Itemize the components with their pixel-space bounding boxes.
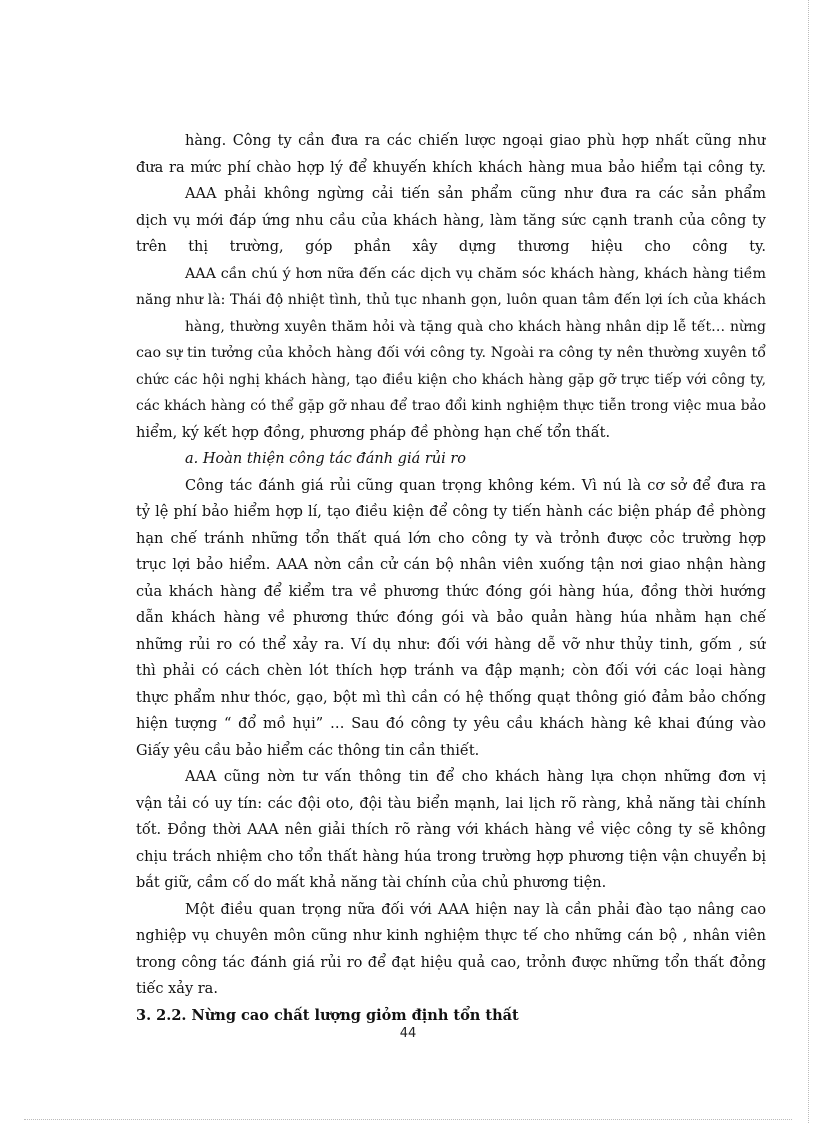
body-text-line: vận tải có uy tín: các đội oto, đội tàu biển mạnh, lai lịch rõ ràng, khả năng tài chính: [136, 795, 766, 812]
body-text-line: bắt giữ, cầm cố do mất khả năng tài chính của chủ phương tiện.: [136, 875, 607, 891]
body-text-line: AAA cũng nờn tư vấn thông tin để cho khách hàng lựa chọn những đơn vị: [185, 769, 766, 785]
body-text-line: trên thị trường, góp phần xây dựng thương hiệu cho công ty.: [136, 239, 766, 255]
body-text-line: hàng. Công ty cần đưa ra các chiến lược ngoại giao phù hợp nhất cũng như: [185, 133, 766, 149]
page-right-border: [808, 0, 809, 1123]
body-text-line: dẫn khách hàng về phương thức đóng gói và bảo quản hàng húa nhằm hạn chế: [136, 610, 766, 626]
body-text-line: dịch vụ mới đáp ứng nhu cầu của khách hàng, làm tăng sức cạnh tranh của công ty: [136, 212, 766, 229]
body-text-line: hiểm, ký kết hợp đồng, phương pháp đề phòng hạn chế tổn thất.: [136, 424, 611, 441]
page-bottom-border: [24, 1119, 792, 1120]
body-text-line: chức các hội nghị khách hàng, tạo điều kiện cho khách hàng gặp gỡ trực tiếp với công ty,: [136, 371, 766, 388]
body-text-line: tỷ lệ phí bảo hiểm hợp lí, tạo điều kiện để công ty tiến hành các biện pháp đề phòng: [136, 504, 766, 520]
body-text-line: năng như là: Thái độ nhiệt tình, thủ tục nhanh gọn, luôn quan tâm đến lợi ích của khách: [136, 292, 766, 308]
body-text-line: của khách hàng để kiểm tra về phương thức đóng gói hàng húa, đồng thời hướng: [136, 583, 766, 600]
body-text-line: chịu trách nhiệm cho tổn thất hàng húa trong trường hợp phương tiện vận chuyển bị: [136, 848, 766, 865]
body-text-line: trong công tác đánh giá rủi ro để đạt hiệu quả cao, trỏnh được những tổn thất đỏng: [136, 954, 766, 971]
section-heading: 3. 2.2. Nừng cao chất lượng giỏm định tổn thất: [136, 1006, 519, 1024]
body-text-line: những rủi ro có thể xảy ra. Ví dụ như: đối với hàng dễ vỡ như thủy tinh, gốm , sứ: [136, 636, 766, 653]
subsection-heading: a. Hoàn thiện công tác đánh giá rủi ro: [185, 451, 467, 467]
body-text-line: AAA phải không ngừng cải tiến sản phẩm cũng như đưa ra các sản phẩm: [185, 186, 766, 202]
body-text-line: Một điều quan trọng nữa đối với AAA hiện nay là cần phải đào tạo nâng cao: [185, 901, 766, 918]
document-body: [136, 128, 766, 1029]
body-text-line: Giấy yêu cầu bảo hiểm các thông tin cần thiết.: [136, 742, 480, 759]
body-text-line: thực phẩm như thóc, gạo, bột mì thì cần có hệ thống quạt thông gió đảm bảo chống: [136, 689, 766, 706]
body-text-line: hàng, thường xuyên thăm hỏi và tặng quà cho khách hàng nhân dịp lễ tết… nừng: [185, 318, 766, 335]
body-text-line: hiện tượng “ đổ mồ hụi” … Sau đó công ty yêu cầu khách hàng kê khai đúng vào: [136, 716, 766, 732]
body-text-line: thì phải có cách chèn lót thích hợp tránh va đập mạnh; còn đối với các loại hàng: [136, 663, 766, 679]
body-text-line: tốt. Đồng thời AAA nên giải thích rõ ràng với khách hàng về việc công ty sẽ không: [136, 822, 766, 838]
page-number: 44: [399, 1026, 417, 1041]
body-text-line: cao sự tin tưởng của khỏch hàng đối với công ty. Ngoài ra công ty nên thường xuyên tổ: [136, 345, 766, 361]
body-text-line: nghiệp vụ chuyên môn cũng như kinh nghiệm thực tế cho những cán bộ , nhân viên: [136, 928, 766, 944]
body-text-line: tiếc xảy ra.: [136, 981, 218, 997]
body-text-line: đưa ra mức phí chào hợp lý để khuyến khích khách hàng mua bảo hiểm tại công ty.: [136, 159, 766, 176]
body-text-line: các khách hàng có thể gặp gỡ nhau để trao đổi kinh nghiệm thực tiễn trong việc mua bảo: [136, 398, 766, 414]
body-text-line: AAA cần chú ý hơn nữa đến các dịch vụ chăm sóc khách hàng, khách hàng tiềm: [185, 265, 766, 282]
body-text-line: hạn chế tránh những tổn thất quá lớn cho công ty và trỏnh được cỏc trường hợp: [136, 530, 766, 547]
body-text-line: Công tác đánh giá rủi cũng quan trọng không kém. Vì nú là cơ sở để đưa ra: [185, 477, 766, 494]
body-text-line: trục lợi bảo hiểm. AAA nờn cần cử cán bộ nhân viên xuống tận nơi giao nhận hàng: [136, 557, 766, 573]
